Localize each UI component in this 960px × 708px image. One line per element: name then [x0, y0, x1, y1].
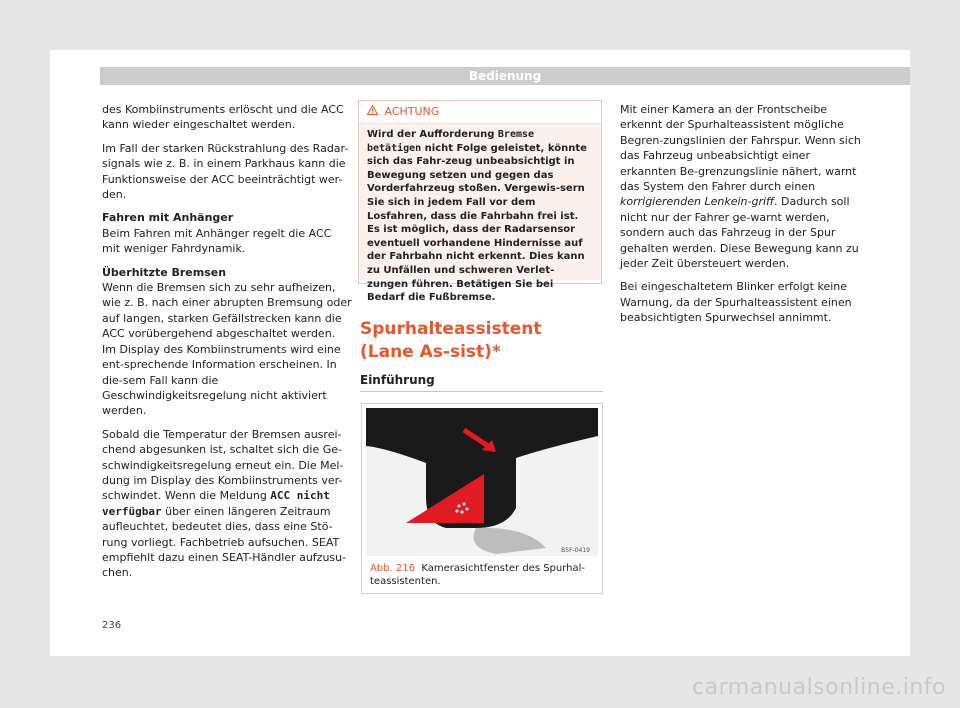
figure-caption: [370, 562, 594, 588]
divider: [360, 391, 603, 392]
text: Mit einer Kamera an der Frontscheibe erkennt der Spurhalteassistent mögliche Begren-zungslinien der Fahrspur. Wenn sich das Fahrzeug unbeabsichtigt einer erkannten Be-grenzungslinie nähert, warnt das System den Fahrer durch einen: [620, 103, 861, 194]
figure-code: B5F-0419: [561, 547, 590, 554]
paragraph: des Kombiinstruments erlöscht und die ACC kann wieder eingeschaltet werden.: [102, 103, 344, 132]
display-message: Bremse betätigen: [367, 129, 535, 154]
section-subtitle: Einführung: [360, 373, 435, 387]
paragraph: Wenn die Bremsen sich zu sehr aufheizen, wie z. B. nach einer abrupten Bremsung oder auf langen, starken Gefällstrecken kann die ACC vorübergehend abgeschaltet werden. Im Display des Kombiinstruments wird eine ent-sprechende Information erscheinen. In die-sem Fall kann die Geschwindigkeitsregelung nicht aktiviert werden.: [102, 281, 352, 418]
section-title: Spurhalteassistent (Lane As-sist)*: [360, 319, 542, 362]
emphasis: korrigierenden Lenkein-griff: [620, 195, 774, 209]
text: Wird der Aufforderung: [367, 129, 498, 140]
page: [50, 50, 910, 656]
figure-label: Abb. 216: [370, 563, 415, 574]
warning-title: ACHTUNG: [384, 105, 440, 118]
paragraph: Bei eingeschaltetem Blinker erfolgt keine Warnung, da der Spurhalteassistent einen beabsichtigten Spurwechsel annimmt.: [620, 280, 852, 325]
caption-text: Kamerasichtfenster des Spurhal-teassistenten.: [370, 563, 586, 587]
page-number: 236: [102, 620, 122, 631]
text: über einen längeren Zeitraum aufleuchtet, bedeutet dies, dass eine Stö-rung vorliegt. Fachbetrieb aufsuchen. SEAT empfiehlt dazu einen SEAT-Händler aufzusu-chen.: [102, 504, 347, 580]
text: nicht Folge geleistet, könnte sich das Fahr-zeug unbeabsichtigt in Bewegung setzen und gegen das Vorderfahrzeug stoßen. Vergewis-sern Sie sich in jedem Fall vor dem Losfahren, dass die Fahrbahn frei ist. Es ist möglich, dass der Radarsensor eventuell vorhandene Hindernisse auf der Fahrbahn nicht erkennt. Dies kann zu Unfällen und schweren Verlet-zungen führen. Betätigen Sie bei Bedarf die Fußbremse.: [367, 142, 587, 304]
warning-text: [359, 124, 601, 304]
figure: [361, 403, 603, 594]
page-header: Bedienung: [100, 67, 910, 85]
watermark: carmanualsonline.info: [692, 675, 946, 700]
warning-box: [358, 100, 602, 304]
paragraph: [620, 102, 868, 271]
display-message: ACC nicht verfügbar: [102, 489, 330, 518]
camera-window-illustration: [366, 408, 598, 556]
left-column: [102, 102, 352, 589]
text: . Dadurch soll nicht nur der Fahrer ge-warnt werden, sondern auch das Fahrzeug in der Spur gehalten werden. Diese Bewegung kann zu jeder Zeit übersteuert werden.: [620, 195, 859, 271]
warning-header: [359, 101, 601, 124]
paragraph: Im Fall der starken Rückstrahlung des Radar-signals wie z. B. in einem Parkhaus kann die Funktionsweise der ACC beeinträchtigt wer-den.: [102, 141, 349, 202]
paragraph: Beim Fahren mit Anhänger regelt die ACC mit weniger Fahrdynamik.: [102, 226, 332, 256]
subheading: Überhitzte Bremsen: [102, 265, 227, 279]
subheading: Fahren mit Anhänger: [102, 211, 234, 225]
right-column: [620, 102, 868, 334]
paragraph: [102, 427, 352, 581]
warning-triangle-icon: [367, 101, 381, 123]
text: Sobald die Temperatur der Bremsen ausrei-chend abgesunken ist, schaltet sich die Ge-schwindigkeitsregelung erneut ein. Die Mel-dung im Display des Kombiinstruments ver-schwindet. Wenn die Meldung: [102, 427, 344, 503]
